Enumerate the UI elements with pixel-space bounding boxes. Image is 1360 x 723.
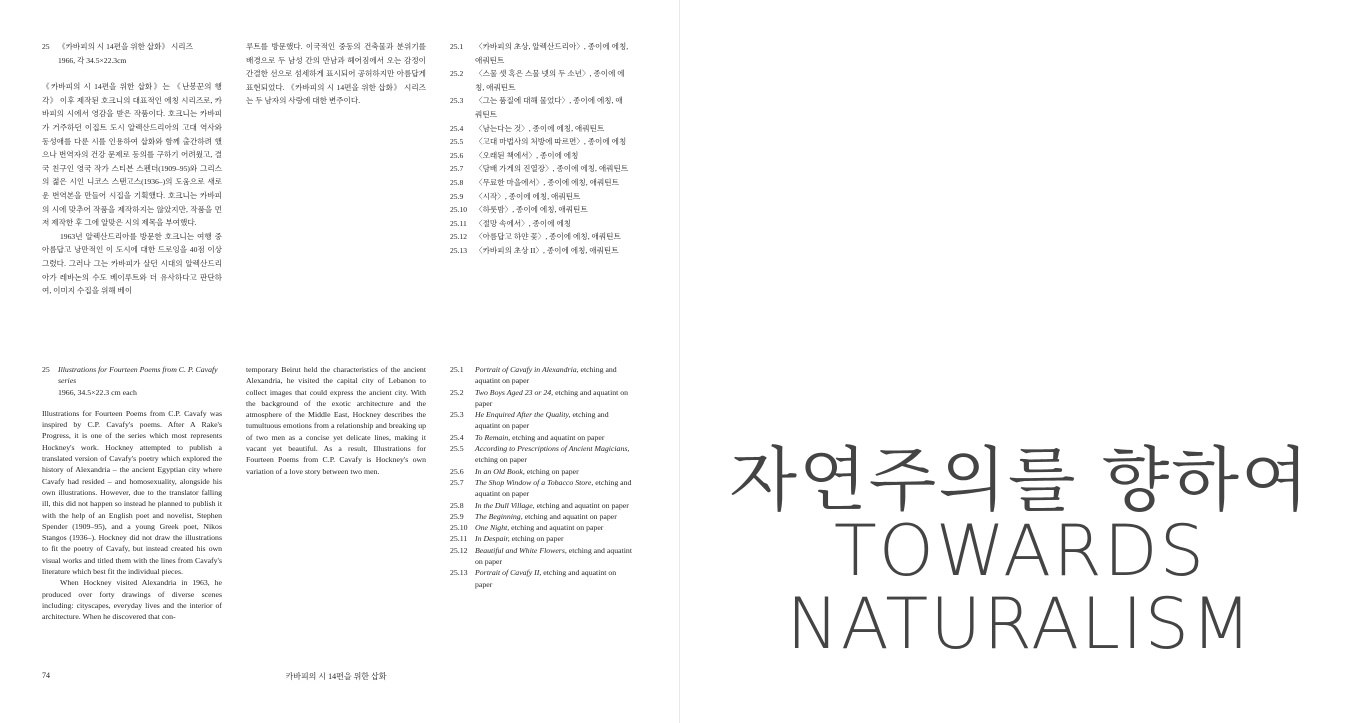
plate-list-item: [450, 500, 632, 511]
plate-number: 25.3: [450, 410, 464, 420]
plate-caption: 〈담배 가게의 진열장〉, 종이에 에칭, 애쿼틴트: [475, 164, 629, 174]
plate-number: 25.5: [450, 137, 464, 147]
plate-number: 25.12: [450, 232, 468, 242]
plate-medium: etching and aquatint on paper: [522, 511, 617, 521]
plate-medium: etching and aquatint on paper: [475, 477, 632, 499]
plate-title: In an Old Book,: [475, 466, 525, 476]
plate-caption: [475, 477, 632, 500]
plate-medium: etching and aquatint on paper: [475, 410, 609, 431]
ko-entry-meta: 1966, 각 34.5×22.3cm: [58, 55, 127, 65]
plate-list-item: [450, 94, 630, 121]
plate-medium: etching and aquatint on paper: [510, 432, 605, 442]
plate-caption: [475, 522, 632, 533]
plate-list-item: [450, 122, 630, 136]
section-title-korean: 자연주의를 향하여: [729, 439, 1311, 521]
plate-list-item: [450, 522, 632, 533]
plate-list-item: [450, 40, 630, 67]
plate-list-item: [450, 203, 630, 217]
en-entry-number: 25: [42, 365, 50, 374]
plate-list-item: [450, 230, 630, 244]
running-title: 카바피의 시 14편을 위한 삽화: [285, 672, 387, 681]
plate-number: 25.13: [450, 245, 468, 255]
plate-list-item: [450, 176, 630, 190]
plate-list-item: [450, 67, 630, 94]
plate-list-item: [450, 190, 630, 204]
right-page: [680, 0, 1360, 723]
plate-caption: 〈카바피의 초상, 알렉산드리아〉, 종이에 에칭, 애쿼틴트: [475, 42, 629, 65]
plate-caption: [475, 443, 632, 466]
plate-medium: etching and aquatint on paper: [475, 568, 617, 589]
plate-list-item: [450, 135, 630, 149]
plate-caption: [475, 387, 632, 410]
plate-caption: 〈시작〉, 종이에 에칭, 애쿼틴트: [475, 191, 581, 201]
plate-medium: etching and aquatint on paper: [534, 500, 629, 510]
plate-list-item: [450, 545, 632, 568]
plate-title: Portrait of Cavafy in Alexandria,: [475, 365, 579, 374]
plate-number: 25.12: [450, 545, 468, 555]
plate-title: The Shop Window of a Tobacco Store,: [475, 477, 594, 487]
en-column-1: [42, 364, 222, 623]
plate-number: 25.6: [450, 150, 464, 160]
en-paragraph-3: temporary Beirut held the characteristics of the ancient Alexandria, he visited the capital city of Lebanon to collect images that could express the ancient city. With the background of the exotic architecture and the atmosphere of the Middle East, Hockney describes the tumultuous emotions from a relationship and breaking up of two men as a concise yet delicate lines, making it vacant yet beautiful. As a result, Illustrations for Fourteen Poems from C.P. Cavafy is Hockney's own variation of a love story between two men.: [246, 365, 426, 476]
plate-caption: 〈고대 마법사의 처방에 따르면〉, 종이에 에칭: [475, 137, 627, 147]
plate-number: 25.8: [450, 177, 464, 187]
plate-medium: etching on paper: [524, 466, 579, 476]
plate-number: 25.2: [450, 387, 464, 397]
plate-list-item: [450, 466, 632, 477]
plate-title: According to Prescriptions of Ancient Magicians,: [475, 444, 630, 454]
plate-caption: 〈스물 셋 혹은 스물 넷의 두 소년〉, 종이에 에칭, 애쿼틴트: [475, 69, 625, 92]
plate-list-item: [450, 149, 630, 163]
plate-medium: etching and aquatint on paper: [475, 387, 629, 408]
plate-list-item: [450, 162, 630, 176]
plate-medium: etching and aquatint on paper: [475, 365, 617, 386]
plate-list-item: [450, 477, 632, 500]
plate-number: 25.11: [450, 218, 467, 228]
plate-title: To Remain,: [475, 432, 511, 442]
plate-caption: [475, 533, 632, 544]
plate-title: Portrait of Cavafy II,: [475, 568, 542, 578]
ko-paragraph-1: 《카바피의 시 14편을 위한 삽화》는 《난봉꾼의 행각》 이후 제작된 호크니의 대표적인 에칭 시리즈로, 카바피의 시에서 영감을 받은 작품이다. 호크니는 카바피가 거주하던 이집트 도시 알렉산드리아의 고대 역사와 동성애를 다룬 시를 인용하여 삽화와 함께 출간하려 했으나 번역자의 건강 문제로 동의를 구하기 어려웠고, 결국 친구인 영국 작가 스티븐 스펜더(1909–95)와 그리스의 젊은 시인 니코스 스탠고스(1936–)의 도움으로 새로운 번역본을 만들어 시집을 기획했다. 호크니는 카바피의 시에 맞추어 작품을 제작하지는 않았지만, 작품을 먼저 제작한 후 그에 알맞은 시의 제목을 부여했다.: [42, 82, 222, 228]
plate-number: 25.7: [450, 164, 464, 174]
plate-caption: 〈오래된 책에서〉, 종이에 에칭: [475, 150, 579, 160]
ko-paragraph-3: 루트를 방문했다. 이국적인 중동의 건축물과 분위기를 배경으로 두 남성 간의 만남과 헤어짐에서 오는 감정이 간결한 선으로 섬세하게 표시되어 공허하지만 아름답게 표현되었다. 《카바피의 시 14편을 위한 삽화》 시리즈는 두 남자의 사랑에 대한 변주이다.: [246, 42, 426, 106]
plate-medium: etching on paper: [475, 455, 527, 465]
plate-caption: [475, 567, 632, 590]
plate-caption: 〈하룻밤〉, 종이에 에칭, 애쿼틴트: [475, 205, 588, 215]
plate-list-item: [450, 244, 630, 258]
plate-title: The Beginning,: [475, 511, 523, 521]
plate-list-item: [450, 387, 632, 410]
plate-caption: 〈아름답고 하얀 꽃〉, 종이에 에칭, 애쿼틴트: [475, 232, 621, 242]
plate-number: 25.10: [450, 523, 468, 533]
ko-column-1: [42, 40, 222, 298]
plate-number: 25.2: [450, 69, 464, 79]
ko-plate-list: [450, 40, 630, 258]
plate-number: 25.1: [450, 42, 464, 51]
en-entry-heading: [42, 364, 222, 387]
plate-caption: 〈무료한 마을에서〉, 종이에 에칭, 애쿼틴트: [475, 177, 619, 187]
en-entry-meta: 1966, 34.5×22.3 cm each: [58, 387, 137, 397]
plate-number: 25.5: [450, 444, 464, 454]
plate-list-item: [450, 364, 632, 387]
plate-list-item: [450, 511, 632, 522]
en-entry-title: Illustrations for Fourteen Poems from C. P. Cavafy series: [58, 365, 218, 386]
plate-caption: [475, 432, 632, 443]
plate-number: 25.1: [450, 365, 464, 374]
ko-entry-title: 《카바피의 시 14편을 위한 삽화》 시리즈: [58, 42, 193, 51]
plate-number: 25.3: [450, 96, 464, 106]
plate-caption: [475, 364, 632, 387]
en-plate-list: [450, 364, 632, 590]
section-title-english-line-1: TOWARDS: [833, 510, 1207, 592]
en-paragraph-2: When Hockney visited Alexandria in 1963, he produced over forty drawings of diverse scenes including: cityscapes, everyday lives and the interior of architecture. When he discovered that con-: [42, 578, 222, 622]
plate-number: 25.11: [450, 534, 468, 544]
plate-number: 25.13: [450, 568, 468, 578]
plate-caption: [475, 466, 632, 477]
plate-number: 25.7: [450, 477, 464, 487]
plate-title: He Enquired After the Quality,: [475, 410, 571, 420]
ko-paragraph-2: 1963년 알렉산드리아를 방문한 호크니는 여행 중 아름답고 낭만적인 이 도시에 대한 드로잉을 40점 이상 그렸다. 그러나 그는 카바피가 살던 시대의 알렉산드리아가 레바논의 수도 베이루트와 더 유사하다고 판단하여, 이미지 수집을 위해 베이: [42, 231, 222, 296]
plate-title: In the Dull Village,: [475, 500, 535, 510]
ko-entry-number: 25: [42, 42, 50, 51]
plate-title: Beautiful and White Flowers,: [475, 545, 567, 555]
plate-caption: [475, 545, 632, 568]
plate-medium: etching and aquatint on paper: [509, 523, 604, 533]
plate-list-item: [450, 533, 632, 544]
section-title-english-line-2: NATURALISM: [786, 583, 1254, 665]
plate-caption: [475, 511, 632, 522]
plate-list-item: [450, 567, 632, 590]
plate-number: 25.4: [450, 123, 464, 133]
ko-column-2: [246, 40, 426, 108]
plate-caption: [475, 500, 632, 511]
plate-list-item: [450, 409, 632, 432]
plate-medium: etching and aquatint on paper: [475, 545, 632, 567]
plate-list-item: [450, 443, 632, 466]
ko-entry-heading: [42, 40, 222, 54]
plate-list-item: [450, 432, 632, 443]
plate-title: In Despair,: [475, 534, 510, 544]
plate-caption: [475, 409, 632, 432]
plate-list-item: [450, 217, 630, 231]
en-column-2: [246, 364, 426, 477]
plate-number: 25.6: [450, 466, 464, 476]
plate-caption: 〈그는 품질에 대해 물었다〉, 종이에 에칭, 애쿼틴트: [475, 96, 623, 119]
page-number: 74: [42, 671, 50, 680]
plate-title: Two Boys Aged 23 or 24,: [475, 387, 554, 397]
plate-caption: 〈카바피의 초상 II〉, 종이에 에칭, 애쿼틴트: [475, 245, 619, 255]
plate-medium: etching on paper: [509, 534, 564, 544]
en-paragraph-1: Illustrations for Fourteen Poems from C.P. Cavafy was inspired by C.P. Cavafy's poems. After A Rake's Progress, it is one of the series which most represents Hockney's work. Hockney attempted to publish a translated version of Cavafy's poetry which explored the history of Alexandria – the ancient Egyptian city where Cavafy had resided – and homosexuality, alongside his own illustrations. However, due to the translator falling ill, this did not happen so instead he planned to publish it with the help of an English poet and novelist, Stephen Spender (1909–95), and a young Greek poet, Nikos Stangos (1936–). Hockney did not draw the illustrations to fit the poetry of Cavafy, but instead created his own visual works and titled them with the lines from Cavafy's literature which best fit the individual pieces.: [42, 408, 222, 577]
plate-number: 25.10: [450, 205, 468, 215]
plate-caption: 〈절망 속에서〉, 종이에 에칭: [475, 218, 572, 228]
plate-title: One Night,: [475, 523, 510, 533]
plate-caption: 〈남는다는 것〉, 종이에 에칭, 애쿼틴트: [475, 123, 605, 133]
plate-number: 25.9: [450, 511, 464, 521]
plate-number: 25.4: [450, 432, 464, 442]
plate-number: 25.9: [450, 191, 464, 201]
plate-number: 25.8: [450, 500, 464, 510]
